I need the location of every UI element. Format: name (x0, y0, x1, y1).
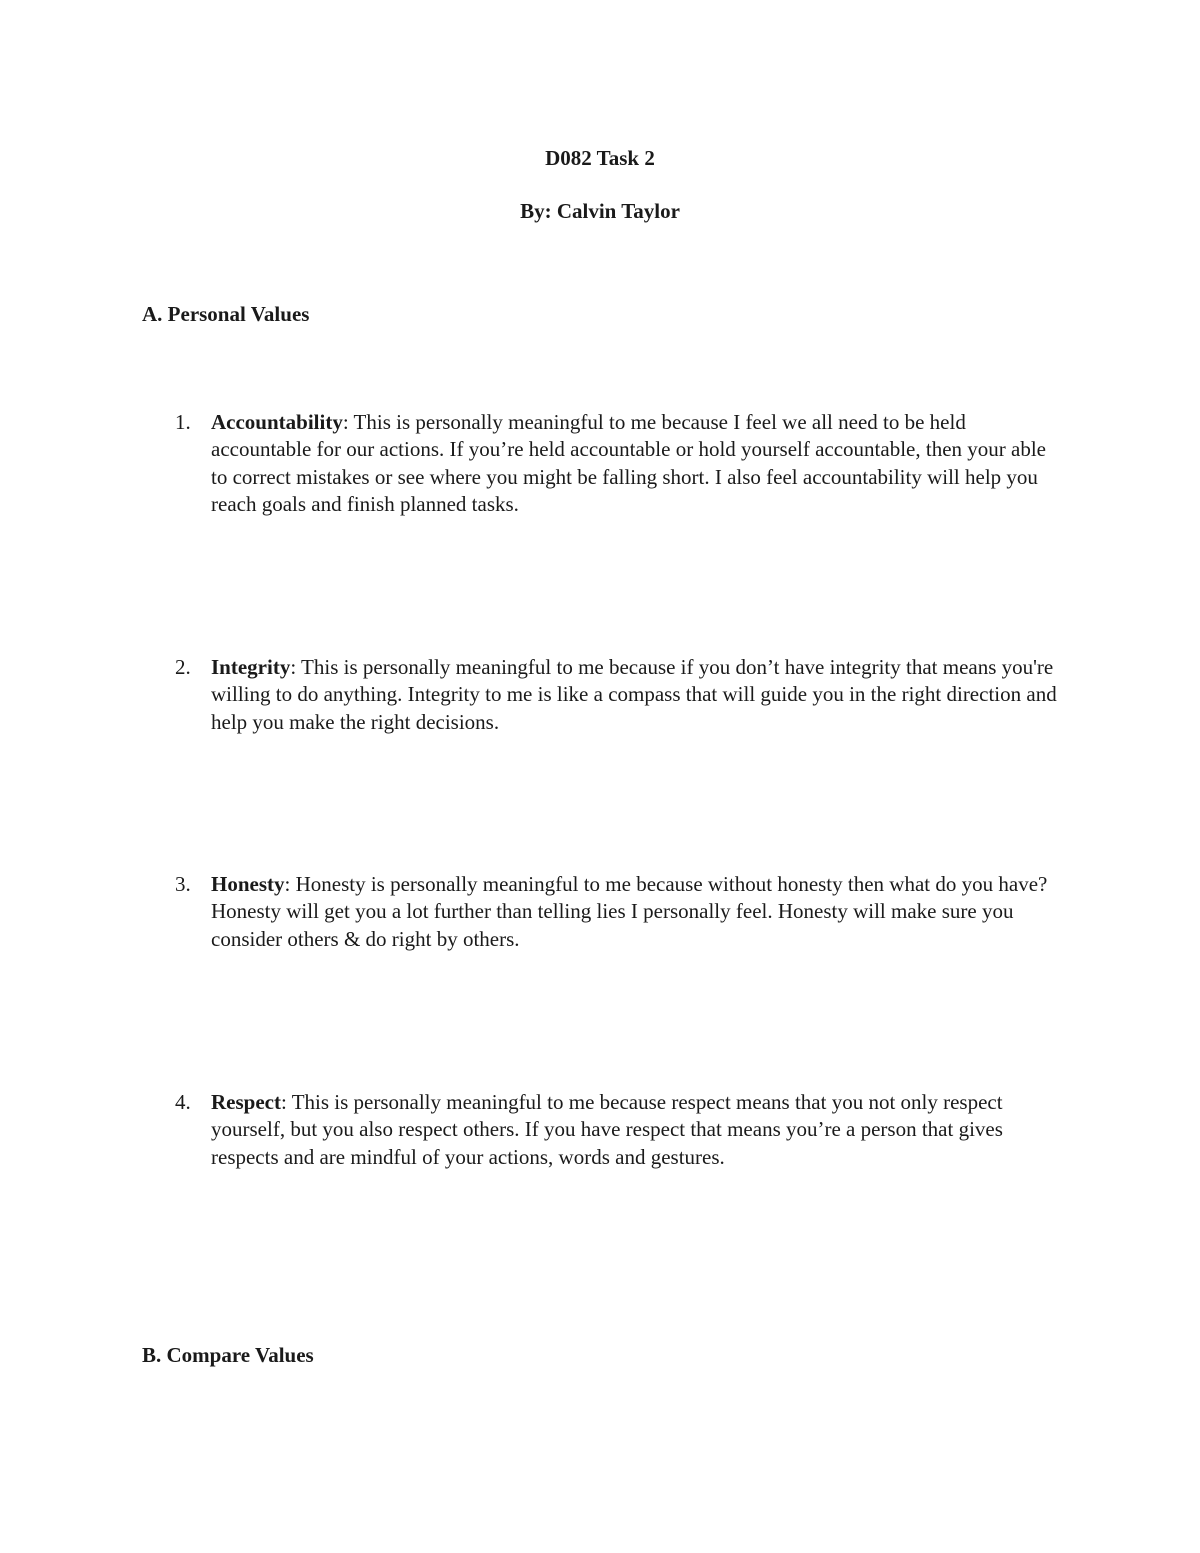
value-text (211, 654, 1065, 736)
value-term: Respect (211, 1090, 281, 1114)
value-text (211, 871, 1065, 953)
section-heading-personal-values: A. Personal Values (142, 302, 310, 326)
value-description: : This is personally meaningful to me because I feel we all need to be held accountable for our actions. If you’re held accountable or hold yourself accountable, then your able to correct mistakes or see where you might be falling short. I also feel accountability will help you reach goals and finish planned tasks. (211, 410, 1046, 516)
value-text (211, 409, 1065, 518)
value-description: : This is personally meaningful to me because respect means that you not only respect yourself, but you also respect others. If you have respect that means you’re a person that gives respects and are mindful of your actions, words and gestures. (211, 1090, 1003, 1169)
value-term: Integrity (211, 655, 291, 679)
value-text (211, 1089, 1065, 1171)
list-number: 4. (175, 1090, 191, 1114)
list-number: 1. (175, 410, 191, 434)
document-title: D082 Task 2 (545, 146, 655, 170)
document-author: By: Calvin Taylor (520, 199, 680, 223)
section-heading-compare-values: B. Compare Values (142, 1343, 314, 1367)
value-term: Accountability (211, 410, 343, 434)
value-description: : This is personally meaningful to me because if you don’t have integrity that means you're willing to do anything. Integrity to me is like a compass that will guide you in the right direction and help you make the right decisions. (211, 655, 1057, 734)
list-number: 3. (175, 872, 191, 896)
value-term: Honesty (211, 872, 285, 896)
value-description: : Honesty is personally meaningful to me because without honesty then what do you have? Honesty will get you a lot further than telling lies I personally feel. Honesty will make sure you consider others & do right by others. (211, 872, 1048, 951)
list-number: 2. (175, 655, 191, 679)
